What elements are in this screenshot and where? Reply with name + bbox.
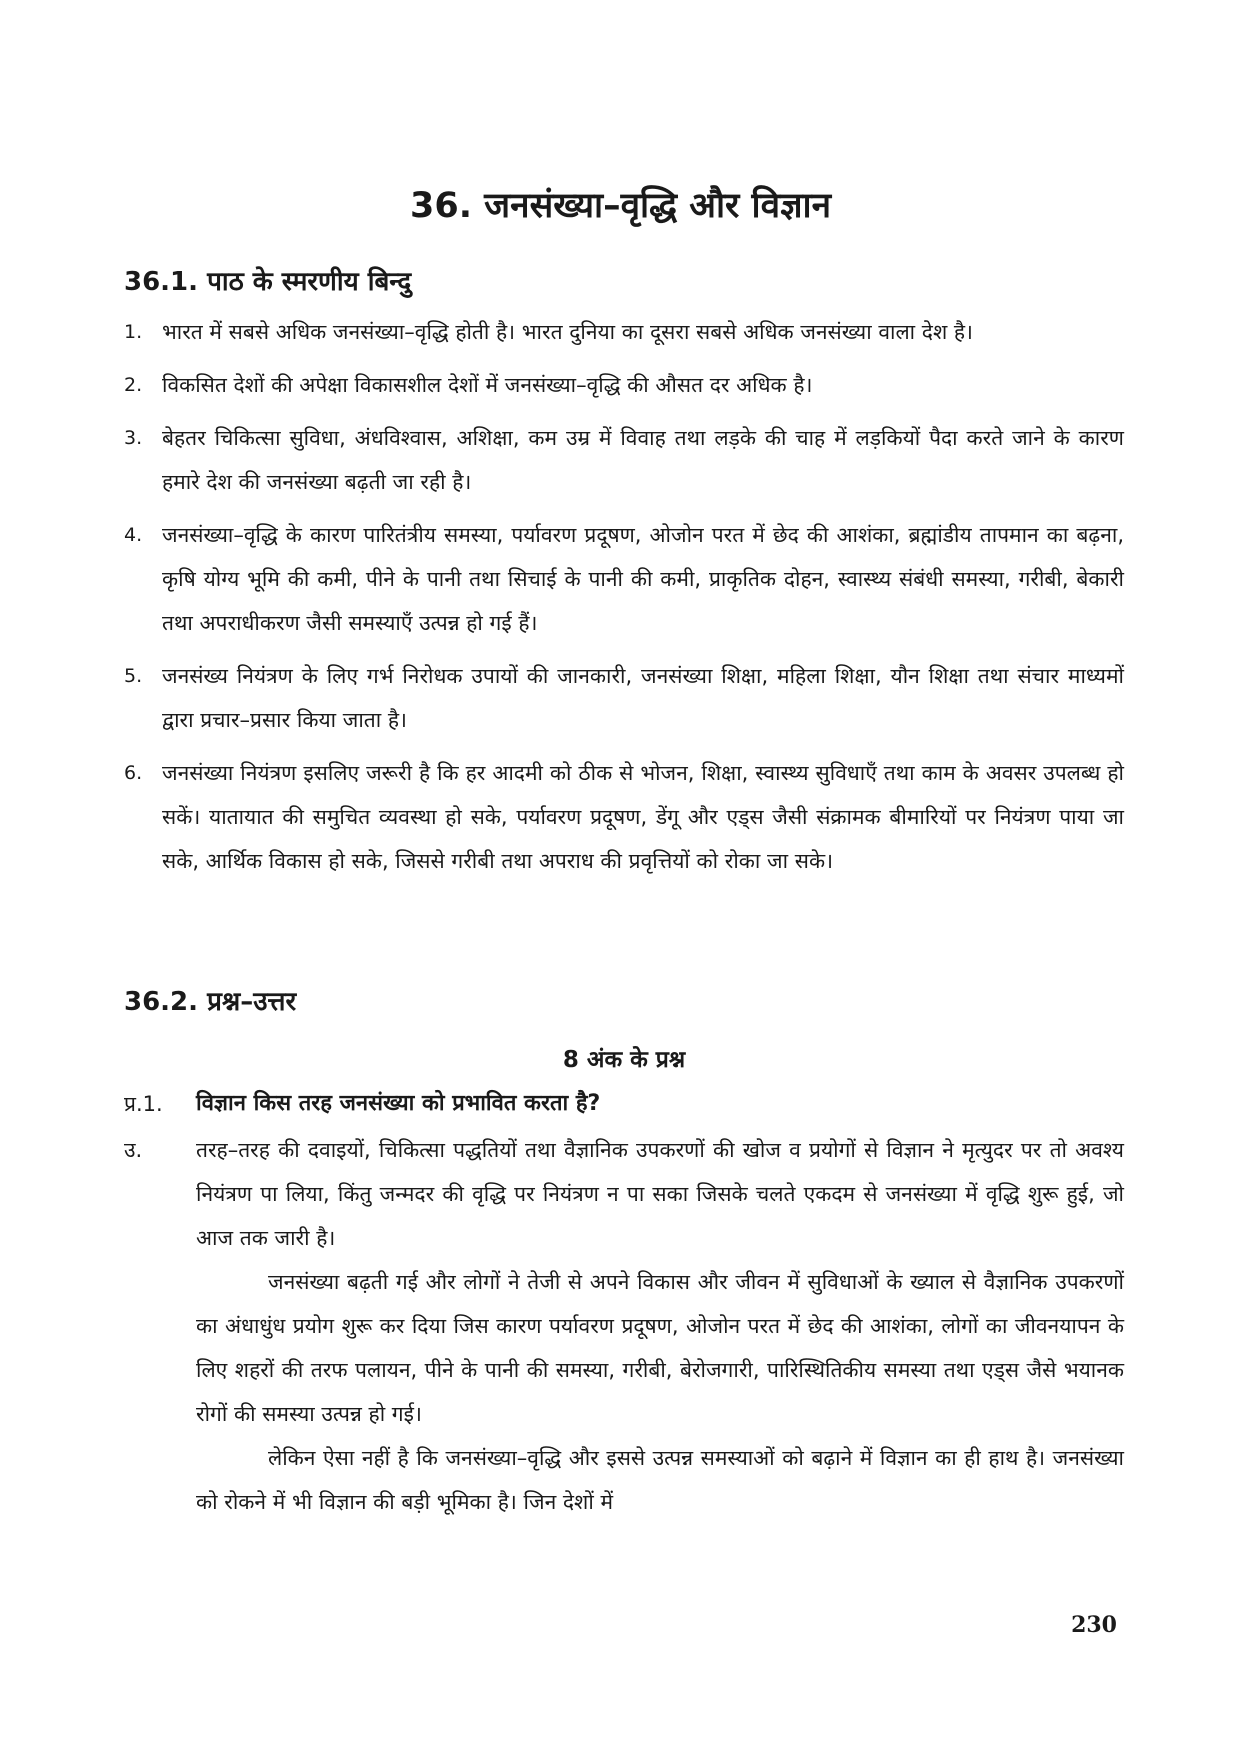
answer-block [124,1128,1124,1524]
point-number: 5. [124,665,143,687]
section-heading-remember-points: 36.1. पाठ के स्मरणीय बिन्दु [124,267,412,297]
marks-subheading: 8 अंक के प्रश्न [562,1047,686,1073]
point-text: बेहतर चिकित्सा सुविधा, अंधविश्वास, अशिक्षा, कम उम्र में विवाह तथा लड़के की चाह में लड़कियों पैदा करते जाने के कारण हमारे देश की जनसंख्या बढ़ती जा रही है। [162,426,1124,494]
remember-points-list [124,310,1124,892]
point-text: जनसंख्या–वृद्धि के कारण पारितंत्रीय समस्या, पर्यावरण प्रदूषण, ओजोन परत में छेद की आशंका, ब्रह्मांडीय तापमान का बढ़ना, कृषि योग्य भूमि की कमी, पीने के पानी तथा सिचाई के पानी की कमी, प्राकृतिक दोहन, स्वास्थ्य संबंधी समस्या, गरीबी, बेकारी तथा अपराधीकरण जैसी समस्याएँ उत्पन्न हो गई हैं। [162,523,1124,635]
list-item [124,416,1124,504]
point-number: 1. [124,321,143,343]
list-item [124,310,1124,354]
question-block [124,1083,1124,1125]
point-text: विकसित देशों की अपेक्षा विकासशील देशों में जनसंख्या–वृद्धि की औसत दर अधिक है। [162,373,813,397]
page-number: 230 [1071,1612,1117,1638]
answer-paragraph: तरह–तरह की दवाइयों, चिकित्सा पद्धतियों तथा वैज्ञानिक उपकरणों की खोज व प्रयोगों से विज्ञान ने मृत्युदर पर तो अवश्य नियंत्रण पा लिया, किंतु जन्मदर की वृद्धि पर नियंत्रण न पा सका जिसके चलते एकदम से जनसंख्या में वृद्धि शुरू हुई, जो आज तक जारी है। [196,1138,1124,1250]
list-item [124,654,1124,742]
answer-paragraph: लेकिन ऐसा नहीं है कि जनसंख्या–वृद्धि और इससे उत्पन्न समस्याओं को बढ़ाने में विज्ञान का ही हाथ है। जनसंख्या को रोकने में भी विज्ञान की बड़ी भूमिका है। जिन देशों में [196,1446,1124,1514]
answer-label: उ. [124,1138,143,1162]
section-heading-question-answer: 36.2. प्रश्न–उत्तर [124,987,297,1017]
chapter-title: 36. जनसंख्या–वृद्धि और विज्ञान [409,186,831,226]
point-number: 4. [124,524,143,546]
point-text: जनसंख्या नियंत्रण इसलिए जरूरी है कि हर आदमी को ठीक से भोजन, शिक्षा, स्वास्थ्य सुविधाएँ तथा काम के अवसर उपलब्ध हो सकें। यातायात की समुचित व्यवस्था हो सके, पर्यावरण प्रदूषण, डेंगू और एड्स जैसी संक्रामक बीमारियों पर नियंत्रण पाया जा सके, आर्थिक विकास हो सके, जिससे गरीबी तथा अपराध की प्रवृत्तियों को रोका जा सके। [162,761,1124,873]
point-number: 6. [124,762,143,784]
point-text: जनसंख्य नियंत्रण के लिए गर्भ निरोधक उपायों की जानकारी, जनसंख्या शिक्षा, महिला शिक्षा, यौन शिक्षा तथा संचार माध्यमों द्वारा प्रचार–प्रसार किया जाता है। [162,664,1124,732]
question-text: विज्ञान किस तरह जनसंख्या को प्रभावित करता है? [196,1091,601,1116]
point-number: 2. [124,374,143,396]
question-label: प्र.1. [124,1092,163,1116]
list-item [124,513,1124,645]
list-item [124,751,1124,883]
answer-paragraph: जनसंख्या बढ़ती गई और लोगों ने तेजी से अपने विकास और जीवन में सुविधाओं के ख्याल से वैज्ञानिक उपकरणों का अंधाधुंध प्रयोग शुरू कर दिया जिस कारण पर्यावरण प्रदूषण, ओजोन परत में छेद की आशंका, लोगों का जीवनयापन के लिए शहरों की तरफ पलायन, पीने के पानी की समस्या, गरीबी, बेरोजगारी, पारिस्थितिकीय समस्या तथा एड्स जैसे भयानक रोगों की समस्या उत्पन्न हो गई। [196,1270,1124,1426]
point-text: भारत में सबसे अधिक जनसंख्या–वृद्धि होती है। भारत दुनिया का दूसरा सबसे अधिक जनसंख्या वाला देश है। [162,320,974,344]
list-item [124,363,1124,407]
point-number: 3. [124,427,143,449]
